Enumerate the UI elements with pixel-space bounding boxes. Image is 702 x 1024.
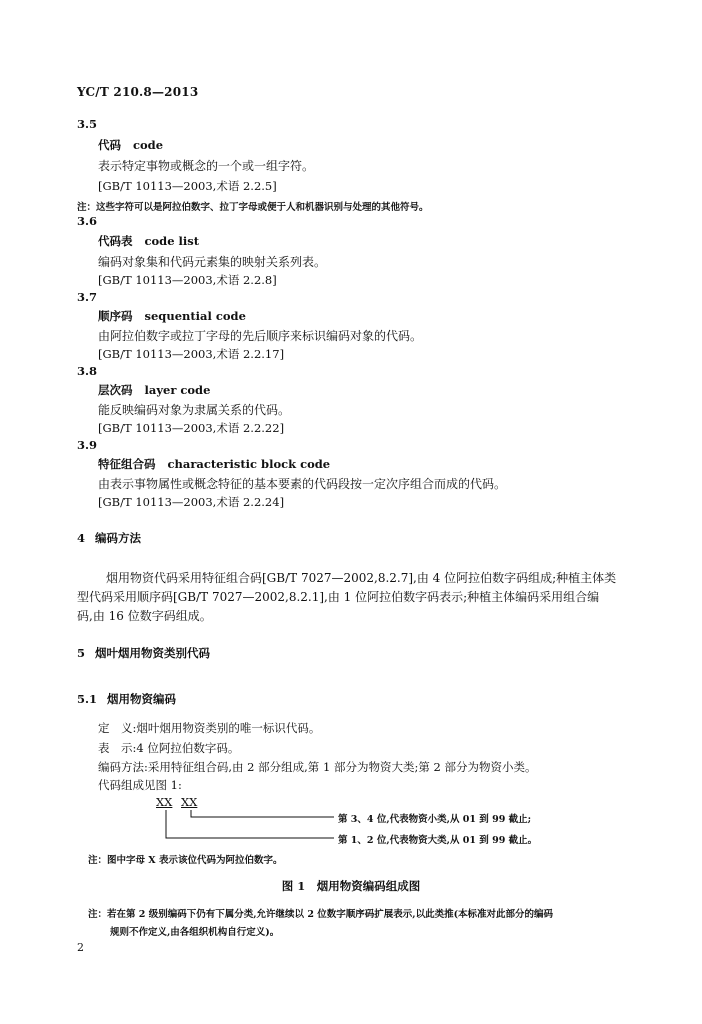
term-number: 3.8 [77, 364, 98, 378]
section-title: 编码方法 [95, 531, 142, 545]
code-part-major: XX [156, 795, 173, 809]
term-zh: 代码表 [98, 234, 133, 248]
term-en: layer code [144, 383, 211, 397]
subsection-title: 烟用物资编码 [107, 692, 177, 706]
term-number: 3.9 [77, 438, 98, 452]
term-source: [GB/T 10113—2003,术语 2.2.5] [98, 179, 277, 193]
diagram-label-minor: 第 3、4 位,代表物资小类,从 01 到 99 截止; [338, 814, 532, 825]
term-zh: 层次码 [98, 383, 133, 397]
connector-minor [191, 810, 334, 817]
figure-caption: 图 1 烟用物资编码组成图 [281, 879, 421, 893]
subsection-number: 5.1 [77, 692, 98, 706]
final-note-line: 规则不作定义,由各组织机构自行定义)。 [110, 927, 280, 938]
diagram-label-major: 第 1、2 位,代表物资大类,从 01 到 99 截止。 [338, 835, 538, 846]
term-definition: 表示特定事物或概念的一个或一组字符。 [98, 159, 315, 173]
term-en: sequential code [144, 309, 246, 323]
section-number: 4 [77, 531, 86, 545]
term-source: [GB/T 10113—2003,术语 2.2.8] [98, 273, 277, 287]
section-number: 5 [77, 646, 86, 660]
term-number: 3.7 [77, 290, 98, 304]
paragraph-line: 码,由 16 位数字码组成。 [77, 609, 212, 623]
term-source: [GB/T 10113—2003,术语 2.2.22] [98, 421, 285, 435]
code-part-minor: XX [181, 795, 198, 809]
paragraph-line: 定 义:烟叶烟用物资类别的唯一标识代码。 [98, 721, 321, 735]
term-source: [GB/T 10113—2003,术语 2.2.24] [98, 495, 285, 509]
term-definition: 由阿拉伯数字或拉丁字母的先后顺序来标识编码对象的代码。 [98, 329, 423, 343]
section-title: 烟叶烟用物资类别代码 [95, 646, 211, 660]
term-zh: 代码 [98, 138, 121, 152]
term-en: characteristic block code [167, 457, 331, 471]
term-number: 3.6 [77, 214, 98, 228]
term-definition: 能反映编码对象为隶属关系的代码。 [98, 403, 291, 417]
paragraph-line: 表 示:4 位阿拉伯数字码。 [98, 741, 240, 755]
term-note: 注：这些字符可以是阿拉伯数字、拉丁字母或便于人和机器识别与处理的其他符号。 [77, 202, 429, 213]
term-source: [GB/T 10113—2003,术语 2.2.17] [98, 347, 285, 361]
term-en: code [133, 138, 164, 152]
term-en: code list [144, 234, 200, 248]
term-number: 3.5 [77, 117, 98, 131]
figure-note: 注：图中字母 X 表示该位代码为阿拉伯数字。 [88, 855, 283, 866]
document-id-header: YC/T 210.8—2013 [77, 85, 199, 99]
paragraph-line: 烟用物资代码采用特征组合码[GB/T 7027—2002,8.2.7],由 4 位阿拉伯数字码组成;种植主体类 [106, 571, 617, 585]
term-definition: 由表示事物属性或概念特征的基本要素的代码段按一定次序组合而成的代码。 [98, 477, 507, 491]
paragraph-line: 代码组成见图 1: [98, 778, 182, 792]
term-definition: 编码对象集和代码元素集的映射关系列表。 [98, 255, 327, 269]
term-zh: 顺序码 [98, 309, 133, 323]
final-note-line: 注：若在第 2 级别编码下仍有下属分类,允许继续以 2 位数字顺序码扩展表示,以此类推(本标准对此部分的编码 [88, 909, 554, 920]
paragraph-line: 编码方法:采用特征组合码,由 2 部分组成,第 1 部分为物资大类;第 2 部分为物资小类。 [98, 760, 537, 774]
term-zh: 特征组合码 [98, 457, 156, 471]
page-number: 2 [77, 941, 84, 954]
paragraph-line: 型代码采用顺序码[GB/T 7027—2002,8.2.1],由 1 位阿拉伯数字码表示;种植主体编码采用组合编 [77, 590, 600, 604]
